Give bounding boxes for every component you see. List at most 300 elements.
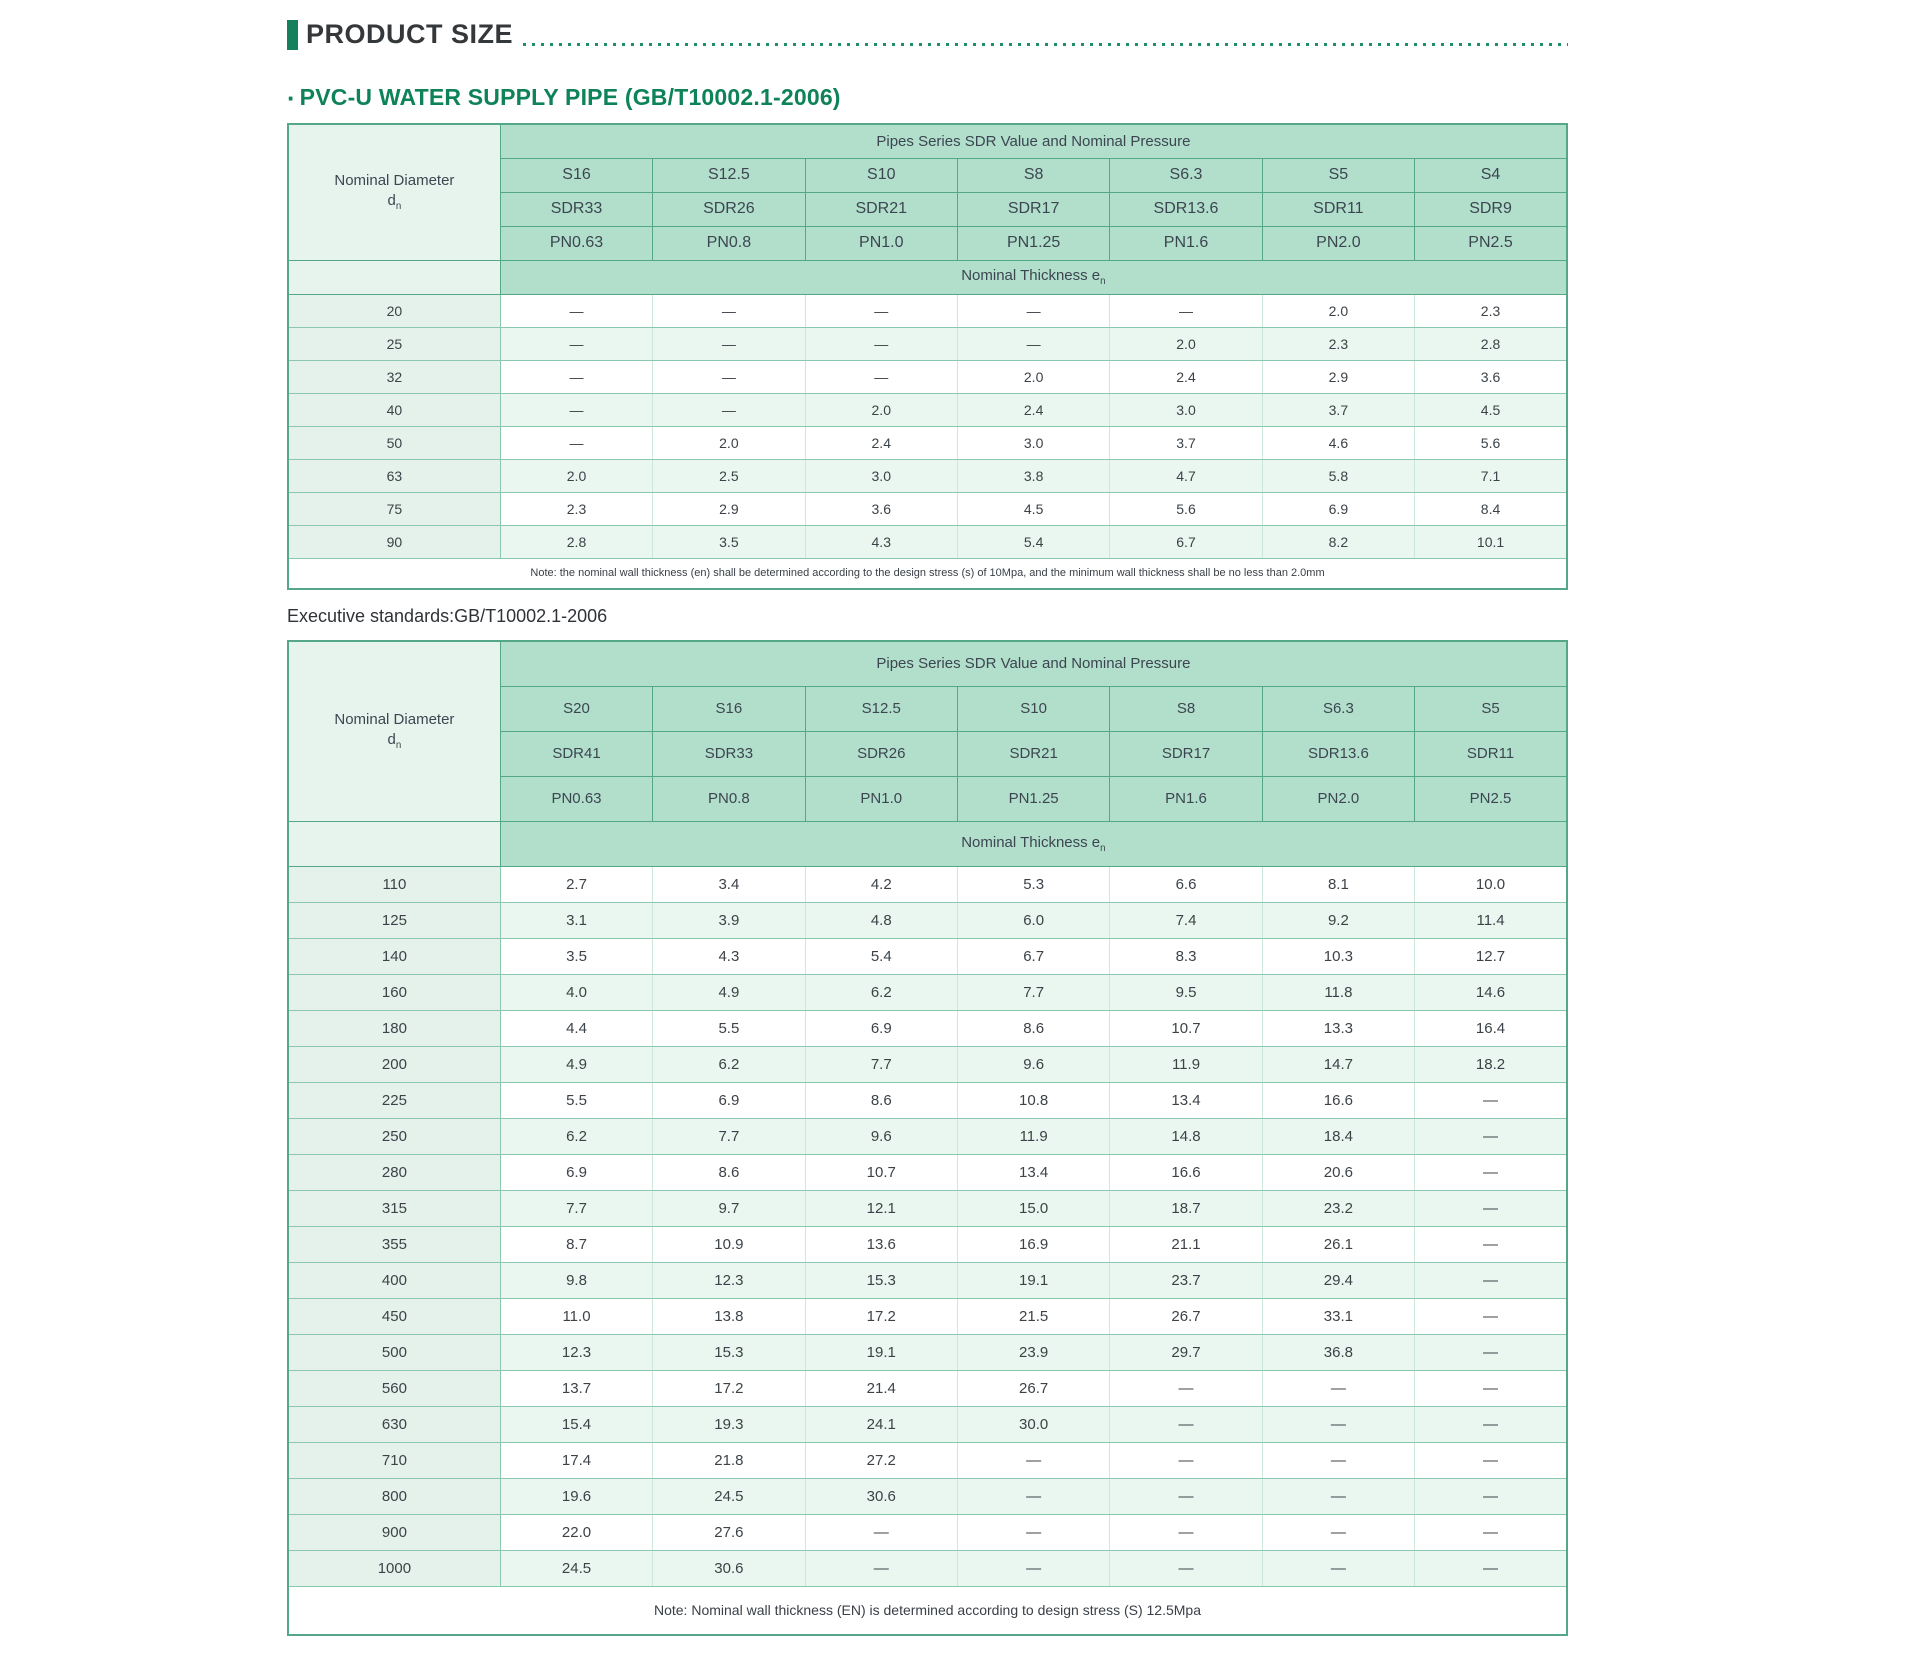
nominal-diameter-corner-cell	[288, 124, 500, 260]
sdr-value-cell: SDR33	[500, 192, 652, 226]
thickness-value-cell: —	[500, 327, 652, 360]
thickness-value-cell: —	[1262, 1550, 1414, 1586]
thickness-value-cell: 13.4	[1110, 1082, 1262, 1118]
thickness-value-cell: 5.3	[957, 866, 1109, 902]
thickness-value-cell: —	[957, 1442, 1109, 1478]
thickness-value-cell: 5.4	[957, 525, 1109, 558]
thickness-value-cell: —	[957, 294, 1109, 327]
pn-pressure-cell: PN2.5	[1415, 226, 1567, 260]
thickness-value-cell: 21.1	[1110, 1226, 1262, 1262]
thickness-value-cell: 14.7	[1262, 1046, 1414, 1082]
page-title: PRODUCT SIZE	[306, 19, 514, 49]
thickness-value-cell: —	[653, 294, 805, 327]
thickness-value-cell: 8.3	[1110, 938, 1262, 974]
thickness-value-cell: 2.0	[805, 393, 957, 426]
corner-empty-cell	[288, 821, 500, 866]
thickness-value-cell: 24.1	[805, 1406, 957, 1442]
thickness-value-cell: 10.7	[1110, 1010, 1262, 1046]
table-row	[288, 866, 1567, 902]
thickness-value-cell: 36.8	[1262, 1334, 1414, 1370]
nominal-thickness-row	[288, 821, 1567, 866]
thickness-value-cell: 4.8	[805, 902, 957, 938]
thickness-value-cell: 3.4	[653, 866, 805, 902]
thickness-value-cell: 10.8	[957, 1082, 1109, 1118]
thickness-value-cell: 18.2	[1415, 1046, 1567, 1082]
thickness-value-cell: 11.9	[1110, 1046, 1262, 1082]
corner-label-line1: Nominal Diameter	[334, 711, 455, 729]
table-row	[288, 1154, 1567, 1190]
thickness-value-cell: —	[1415, 1190, 1567, 1226]
thickness-value-cell: —	[805, 1514, 957, 1550]
thickness-value-cell: —	[1262, 1406, 1414, 1442]
thickness-value-cell: 2.4	[1110, 360, 1262, 393]
thickness-value-cell: 4.3	[653, 938, 805, 974]
s-series-cell: S6.3	[1262, 686, 1414, 731]
thickness-value-cell: 7.7	[957, 974, 1109, 1010]
thickness-value-cell: —	[1415, 1406, 1567, 1442]
table-row	[288, 1370, 1567, 1406]
thickness-value-cell: 6.7	[957, 938, 1109, 974]
table-row	[288, 360, 1567, 393]
thickness-value-cell: 6.9	[1262, 492, 1414, 525]
thickness-value-cell: —	[1415, 1262, 1567, 1298]
thickness-value-cell: 6.9	[500, 1154, 652, 1190]
thickness-value-cell: 8.4	[1415, 492, 1567, 525]
thickness-value-cell: 12.1	[805, 1190, 957, 1226]
subtitle-row	[287, 84, 1568, 111]
thickness-value-cell: 5.8	[1262, 459, 1414, 492]
thickness-value-cell: 24.5	[500, 1550, 652, 1586]
thickness-value-cell: —	[957, 1514, 1109, 1550]
thickness-value-cell: 2.0	[653, 426, 805, 459]
page-content	[287, 0, 1568, 1636]
thickness-value-cell: 12.3	[653, 1262, 805, 1298]
pn-pressure-cell: PN0.63	[500, 776, 652, 821]
thickness-value-cell: 23.7	[1110, 1262, 1262, 1298]
diameter-cell: 20	[288, 294, 500, 327]
sdr-value-cell: SDR41	[500, 731, 652, 776]
table-row	[288, 1118, 1567, 1154]
s-series-cell: S6.3	[1110, 158, 1262, 192]
table-row	[288, 1010, 1567, 1046]
corner-label-symbol	[293, 191, 496, 213]
thickness-value-cell: —	[805, 294, 957, 327]
pipe-size-table-small-diameters	[287, 123, 1568, 590]
thickness-value-cell: 3.9	[653, 902, 805, 938]
table-note: Note: the nominal wall thickness (en) shall be determined according to the design stress (s) of 10Mpa, and the minimum wall thickness shall be no less than 2.0mm	[288, 558, 1567, 589]
thickness-value-cell: 7.7	[500, 1190, 652, 1226]
thickness-value-cell: —	[1415, 1334, 1567, 1370]
thickness-value-cell: 9.6	[805, 1118, 957, 1154]
thickness-value-cell: 27.2	[805, 1442, 957, 1478]
s-series-cell: S4	[1415, 158, 1567, 192]
pn-pressure-cell: PN1.25	[957, 776, 1109, 821]
thickness-value-cell: —	[957, 1550, 1109, 1586]
thickness-value-cell: 29.4	[1262, 1262, 1414, 1298]
thickness-value-cell: 21.5	[957, 1298, 1109, 1334]
table-row	[288, 1478, 1567, 1514]
table-row	[288, 525, 1567, 558]
thickness-value-cell: 23.9	[957, 1334, 1109, 1370]
thickness-value-cell: 2.3	[500, 492, 652, 525]
s-series-cell: S5	[1262, 158, 1414, 192]
nominal-thickness-row	[288, 260, 1567, 294]
diameter-cell: 710	[288, 1442, 500, 1478]
pipes-series-header-cell: Pipes Series SDR Value and Nominal Pressure	[500, 641, 1567, 686]
thickness-value-cell: 6.7	[1110, 525, 1262, 558]
thickness-value-cell: 27.6	[653, 1514, 805, 1550]
thickness-value-cell: 7.4	[1110, 902, 1262, 938]
bullet-icon: ·	[287, 82, 296, 113]
thickness-value-cell: 5.5	[653, 1010, 805, 1046]
thickness-value-cell: 18.7	[1110, 1190, 1262, 1226]
diameter-cell: 400	[288, 1262, 500, 1298]
thickness-value-cell: 3.7	[1110, 426, 1262, 459]
pn-pressure-cell: PN1.0	[805, 226, 957, 260]
table-row	[288, 393, 1567, 426]
thickness-value-cell: 29.7	[1110, 1334, 1262, 1370]
thickness-value-cell: —	[1415, 1514, 1567, 1550]
thickness-value-cell: —	[500, 393, 652, 426]
thickness-value-cell: 33.1	[1262, 1298, 1414, 1334]
thickness-value-cell: —	[1110, 1478, 1262, 1514]
diameter-cell: 75	[288, 492, 500, 525]
table-row	[288, 1334, 1567, 1370]
sdr-value-cell: SDR13.6	[1262, 731, 1414, 776]
s-series-cell: S10	[805, 158, 957, 192]
thickness-value-cell: 26.7	[1110, 1298, 1262, 1334]
thickness-value-cell: 16.4	[1415, 1010, 1567, 1046]
thickness-value-cell: 30.6	[653, 1550, 805, 1586]
pn-pressure-cell: PN1.6	[1110, 776, 1262, 821]
thickness-value-cell: 2.0	[1110, 327, 1262, 360]
sdr-value-cell: SDR11	[1262, 192, 1414, 226]
thickness-value-cell: 26.7	[957, 1370, 1109, 1406]
diameter-cell: 280	[288, 1154, 500, 1190]
thickness-value-cell: 16.6	[1110, 1154, 1262, 1190]
thickness-value-cell: 5.6	[1110, 492, 1262, 525]
nominal-diameter-corner-cell	[288, 641, 500, 821]
thickness-value-cell: —	[1262, 1442, 1414, 1478]
section-subtitle: PVC-U WATER SUPPLY PIPE (GB/T10002.1-2006)	[299, 84, 841, 110]
nominal-thickness-header-cell	[500, 260, 1567, 294]
thickness-value-cell: 11.9	[957, 1118, 1109, 1154]
thickness-value-cell: 16.9	[957, 1226, 1109, 1262]
nominal-thickness-header-cell	[500, 821, 1567, 866]
thickness-value-cell: —	[1415, 1298, 1567, 1334]
thickness-value-cell: 3.5	[653, 525, 805, 558]
table-row	[288, 1406, 1567, 1442]
diameter-cell: 500	[288, 1334, 500, 1370]
table-row	[288, 1226, 1567, 1262]
thickness-value-cell: —	[1415, 1442, 1567, 1478]
diameter-cell: 140	[288, 938, 500, 974]
thickness-value-cell: 2.8	[500, 525, 652, 558]
thickness-value-cell: 9.8	[500, 1262, 652, 1298]
diameter-cell: 1000	[288, 1550, 500, 1586]
thickness-value-cell: —	[1262, 1478, 1414, 1514]
diameter-cell: 63	[288, 459, 500, 492]
thickness-value-cell: 21.8	[653, 1442, 805, 1478]
table-row	[288, 294, 1567, 327]
thickness-value-cell: 3.6	[805, 492, 957, 525]
sdr-value-cell: SDR17	[957, 192, 1109, 226]
thickness-value-cell: —	[957, 327, 1109, 360]
note-row	[288, 558, 1567, 589]
thickness-value-cell: 9.5	[1110, 974, 1262, 1010]
s-series-cell: S16	[653, 686, 805, 731]
diameter-cell: 200	[288, 1046, 500, 1082]
table-row	[288, 459, 1567, 492]
thickness-value-cell: 9.6	[957, 1046, 1109, 1082]
thickness-value-cell: 4.3	[805, 525, 957, 558]
thickness-value-cell: —	[1262, 1514, 1414, 1550]
thickness-value-cell: 13.3	[1262, 1010, 1414, 1046]
thickness-value-cell: 2.5	[653, 459, 805, 492]
diameter-cell: 225	[288, 1082, 500, 1118]
thickness-value-cell: 4.4	[500, 1010, 652, 1046]
thickness-value-cell: 8.1	[1262, 866, 1414, 902]
thickness-value-cell: —	[1262, 1370, 1414, 1406]
thickness-value-cell: 6.2	[653, 1046, 805, 1082]
thickness-value-cell: 2.9	[653, 492, 805, 525]
thickness-value-cell: 5.5	[500, 1082, 652, 1118]
s-series-cell: S16	[500, 158, 652, 192]
header-title-row	[288, 641, 1567, 686]
thickness-value-cell: 3.0	[957, 426, 1109, 459]
thickness-value-cell: 10.9	[653, 1226, 805, 1262]
thickness-value-cell: 4.2	[805, 866, 957, 902]
pn-pressure-cell: PN1.6	[1110, 226, 1262, 260]
thickness-value-cell: —	[1415, 1082, 1567, 1118]
pn-pressure-cell: PN2.0	[1262, 226, 1414, 260]
thickness-value-cell: —	[500, 294, 652, 327]
diameter-cell: 110	[288, 866, 500, 902]
sdr-value-cell: SDR9	[1415, 192, 1567, 226]
s-series-cell: S10	[957, 686, 1109, 731]
header-title-row	[288, 124, 1567, 158]
thickness-value-cell: 14.6	[1415, 974, 1567, 1010]
thickness-value-cell: 4.7	[1110, 459, 1262, 492]
thickness-value-cell: —	[805, 360, 957, 393]
thickness-value-cell: 10.7	[805, 1154, 957, 1190]
thickness-value-cell: 8.6	[653, 1154, 805, 1190]
thickness-value-cell: —	[957, 1478, 1109, 1514]
pn-pressure-cell: PN1.25	[957, 226, 1109, 260]
thickness-value-cell: —	[1110, 1550, 1262, 1586]
thickness-value-cell: 3.0	[1110, 393, 1262, 426]
thickness-value-cell: 11.0	[500, 1298, 652, 1334]
title-accent-bar-icon	[287, 20, 298, 50]
thickness-value-cell: 2.4	[957, 393, 1109, 426]
thickness-value-cell: 2.0	[1262, 294, 1414, 327]
s-series-cell: S20	[500, 686, 652, 731]
thickness-value-cell: 8.6	[805, 1082, 957, 1118]
diameter-cell: 50	[288, 426, 500, 459]
thickness-value-cell: —	[1110, 1442, 1262, 1478]
diameter-cell: 125	[288, 902, 500, 938]
diameter-cell: 355	[288, 1226, 500, 1262]
table-row	[288, 1082, 1567, 1118]
thickness-value-cell: 3.7	[1262, 393, 1414, 426]
diameter-cell: 90	[288, 525, 500, 558]
thickness-value-cell: 11.4	[1415, 902, 1567, 938]
thickness-value-cell: 10.0	[1415, 866, 1567, 902]
thickness-value-cell: —	[1110, 1514, 1262, 1550]
table-row	[288, 1046, 1567, 1082]
table-row	[288, 974, 1567, 1010]
thickness-value-cell: 10.3	[1262, 938, 1414, 974]
thickness-value-cell: 16.6	[1262, 1082, 1414, 1118]
thickness-value-cell: 4.5	[1415, 393, 1567, 426]
thickness-value-cell: —	[1415, 1550, 1567, 1586]
thickness-value-cell: 2.8	[1415, 327, 1567, 360]
diameter-cell: 40	[288, 393, 500, 426]
thickness-value-cell: 17.2	[805, 1298, 957, 1334]
en-symbol: Nominal Thickness $e_n$	[961, 267, 1106, 287]
thickness-value-cell: 4.9	[653, 974, 805, 1010]
thickness-value-cell: 21.4	[805, 1370, 957, 1406]
pn-pressure-cell: PN1.0	[805, 776, 957, 821]
en-symbol: Nominal Thickness $e_n$	[961, 833, 1106, 854]
diameter-cell: 32	[288, 360, 500, 393]
table-row	[288, 1262, 1567, 1298]
thickness-value-cell: —	[1110, 1370, 1262, 1406]
s-series-cell: S12.5	[805, 686, 957, 731]
diameter-cell: 630	[288, 1406, 500, 1442]
thickness-value-cell: 6.9	[653, 1082, 805, 1118]
thickness-value-cell: —	[653, 393, 805, 426]
pn-pressure-cell: PN2.5	[1415, 776, 1567, 821]
thickness-value-cell: 20.6	[1262, 1154, 1414, 1190]
thickness-value-cell: —	[1110, 1406, 1262, 1442]
pn-pressure-cell: PN0.63	[500, 226, 652, 260]
thickness-value-cell: —	[1415, 1154, 1567, 1190]
thickness-value-cell: 9.2	[1262, 902, 1414, 938]
thickness-value-cell: 15.4	[500, 1406, 652, 1442]
table-row	[288, 938, 1567, 974]
corner-label-symbol	[293, 730, 496, 752]
thickness-value-cell: 8.7	[500, 1226, 652, 1262]
thickness-value-cell: 7.1	[1415, 459, 1567, 492]
pipes-series-header-cell: Pipes Series SDR Value and Nominal Pressure	[500, 124, 1567, 158]
thickness-value-cell: 24.5	[653, 1478, 805, 1514]
thickness-value-cell: 2.9	[1262, 360, 1414, 393]
pn-pressure-cell: PN0.8	[653, 226, 805, 260]
thickness-value-cell: 5.4	[805, 938, 957, 974]
table-row	[288, 902, 1567, 938]
pipe-size-table-large-diameters	[287, 640, 1568, 1636]
thickness-value-cell: 3.5	[500, 938, 652, 974]
s-series-cell: S8	[1110, 686, 1262, 731]
thickness-value-cell: 3.6	[1415, 360, 1567, 393]
thickness-value-cell: —	[1110, 294, 1262, 327]
thickness-value-cell: 8.2	[1262, 525, 1414, 558]
thickness-value-cell: 8.6	[957, 1010, 1109, 1046]
table-row	[288, 327, 1567, 360]
corner-empty-cell	[288, 260, 500, 294]
thickness-value-cell: 11.8	[1262, 974, 1414, 1010]
thickness-value-cell: 18.4	[1262, 1118, 1414, 1154]
executive-standards-text: Executive standards:GB/T10002.1-2006	[287, 606, 608, 626]
thickness-value-cell: 7.7	[653, 1118, 805, 1154]
thickness-value-cell: 9.7	[653, 1190, 805, 1226]
thickness-value-cell: 4.5	[957, 492, 1109, 525]
table-row	[288, 1298, 1567, 1334]
table-row	[288, 1442, 1567, 1478]
diameter-cell: 180	[288, 1010, 500, 1046]
thickness-value-cell: 6.9	[805, 1010, 957, 1046]
thickness-value-cell: —	[653, 360, 805, 393]
sdr-value-cell: SDR17	[1110, 731, 1262, 776]
thickness-value-cell: 6.6	[1110, 866, 1262, 902]
thickness-value-cell: 22.0	[500, 1514, 652, 1550]
thickness-value-cell: 13.6	[805, 1226, 957, 1262]
thickness-value-cell: 4.9	[500, 1046, 652, 1082]
thickness-value-cell: —	[1415, 1478, 1567, 1514]
thickness-value-cell: 19.6	[500, 1478, 652, 1514]
diameter-cell: 25	[288, 327, 500, 360]
sdr-value-cell: SDR13.6	[1110, 192, 1262, 226]
table-row	[288, 492, 1567, 525]
diameter-cell: 800	[288, 1478, 500, 1514]
s-series-cell: S8	[957, 158, 1109, 192]
sdr-value-cell: SDR33	[653, 731, 805, 776]
diameter-cell: 250	[288, 1118, 500, 1154]
diameter-cell: 450	[288, 1298, 500, 1334]
thickness-value-cell: 13.8	[653, 1298, 805, 1334]
corner-label-line1: Nominal Diameter	[334, 172, 455, 190]
section-header	[287, 14, 1568, 50]
thickness-value-cell: 6.2	[500, 1118, 652, 1154]
thickness-value-cell: —	[1415, 1370, 1567, 1406]
thickness-value-cell: 3.1	[500, 902, 652, 938]
thickness-value-cell: 30.0	[957, 1406, 1109, 1442]
thickness-value-cell: 12.3	[500, 1334, 652, 1370]
table-row	[288, 1514, 1567, 1550]
table-note: Note: Nominal wall thickness (EN) is determined according to design stress (S) 12.5Mpa	[288, 1586, 1567, 1635]
thickness-value-cell: —	[1415, 1226, 1567, 1262]
sdr-value-cell: SDR21	[957, 731, 1109, 776]
thickness-value-cell: —	[500, 360, 652, 393]
thickness-value-cell: 19.1	[805, 1334, 957, 1370]
thickness-value-cell: 15.3	[805, 1262, 957, 1298]
s-series-cell: S5	[1415, 686, 1567, 731]
diameter-cell: 560	[288, 1370, 500, 1406]
thickness-value-cell: 2.4	[805, 426, 957, 459]
diameter-cell: 315	[288, 1190, 500, 1226]
thickness-value-cell: 3.0	[805, 459, 957, 492]
thickness-value-cell: 15.3	[653, 1334, 805, 1370]
pn-pressure-cell: PN0.8	[653, 776, 805, 821]
thickness-value-cell: 4.6	[1262, 426, 1414, 459]
thickness-value-cell: 5.6	[1415, 426, 1567, 459]
thickness-value-cell: 2.3	[1262, 327, 1414, 360]
table-row	[288, 1190, 1567, 1226]
sdr-value-cell: SDR26	[805, 731, 957, 776]
sdr-value-cell: SDR11	[1415, 731, 1567, 776]
sdr-value-cell: SDR26	[653, 192, 805, 226]
thickness-value-cell: 2.3	[1415, 294, 1567, 327]
thickness-value-cell: —	[500, 426, 652, 459]
table-row	[288, 426, 1567, 459]
s-series-cell: S12.5	[653, 158, 805, 192]
thickness-value-cell: 7.7	[805, 1046, 957, 1082]
thickness-value-cell: —	[805, 327, 957, 360]
thickness-value-cell: —	[653, 327, 805, 360]
thickness-value-cell: 6.0	[957, 902, 1109, 938]
dotted-rule	[523, 42, 1568, 46]
